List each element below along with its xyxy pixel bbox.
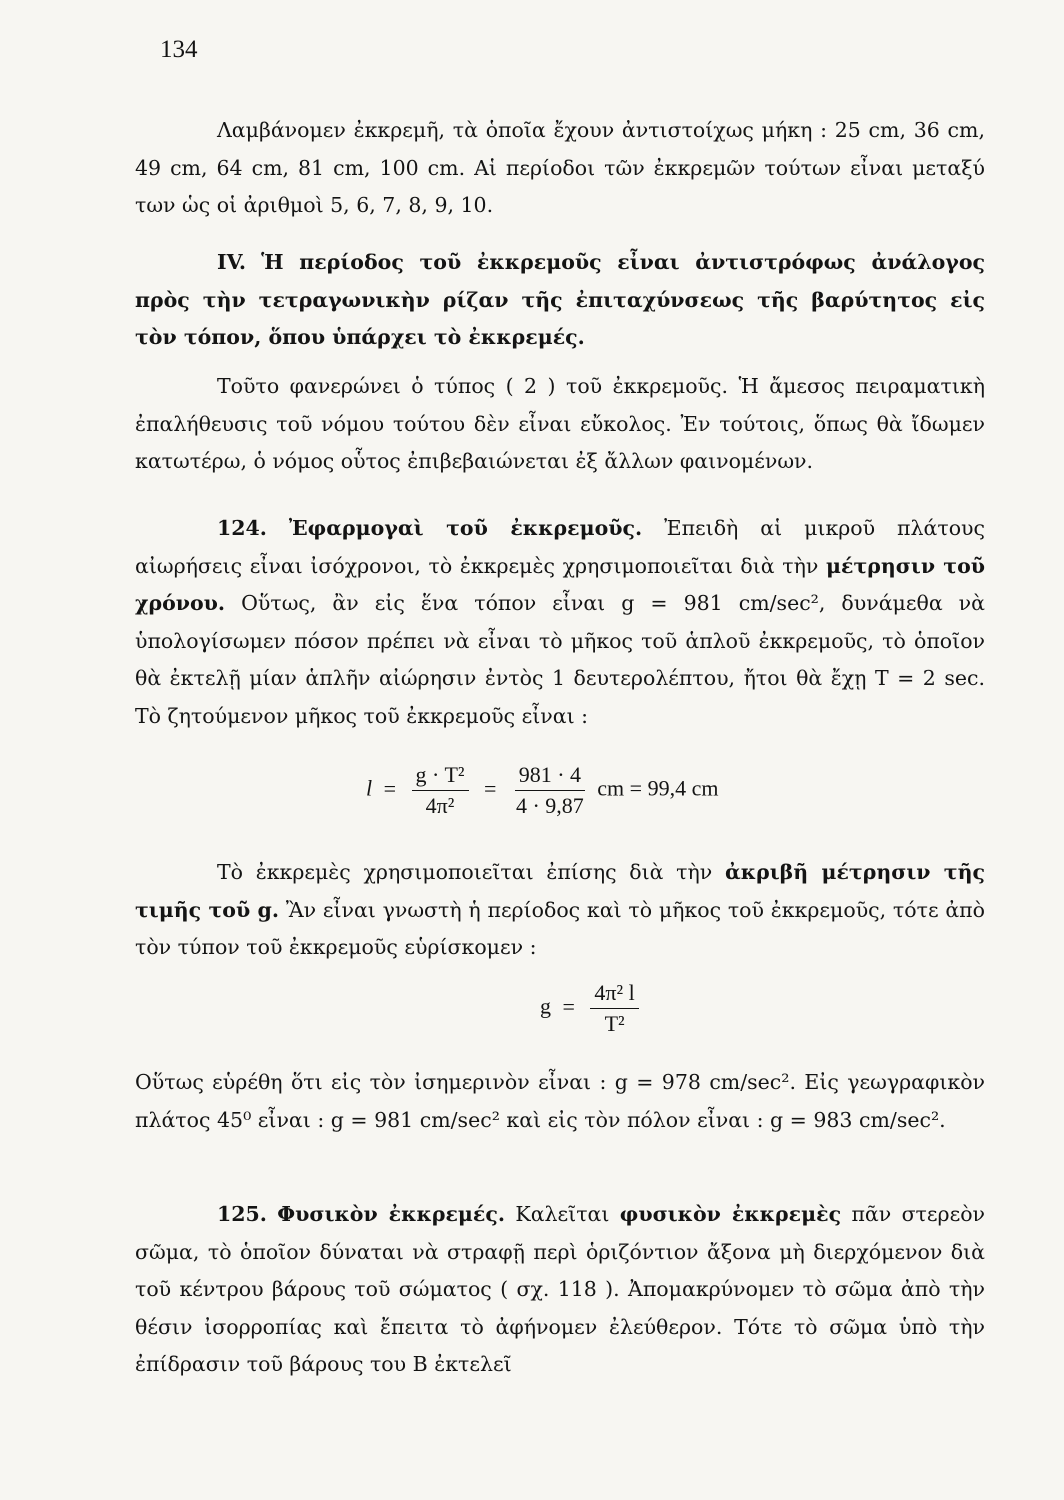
section-125-bold-1: φυσικὸν ἐκκρεμὲς [619,1202,842,1226]
formula-g-denominator: T² [604,1011,625,1036]
formula-g-equals: = [562,993,575,1019]
formula-length-equals: = [383,775,397,801]
law-iv [135,244,985,357]
section-124-title: Ἐφαρμογαὶ τοῦ ἐκκρεμοῦς. [288,516,643,540]
formula-g [540,980,643,1037]
fraction-1-denominator: 4π² [425,793,455,818]
fraction-1-numerator: g · T² [412,762,469,791]
section-124-number: 124. [217,516,267,540]
formula-length-fraction-1 [412,762,469,819]
section-125-text-1: Καλεῖται [515,1202,610,1226]
section-125-text-2: πᾶν στερεὸν σῶμα, τὸ ὁποῖον δύναται νὰ στραφῇ περὶ ὁριζόντιον ἄξονα μὴ διερχόμενον διὰ τοῦ κέντρου βάρους τοῦ σώματος ( σχ. 118 ). Ἀπομακρύνομεν τὸ σῶμα ἀπὸ τὴν θέσιν ἰσορροπίας καὶ ἔπειτα τὸ ἀφήνομεν ἐλεύθερον. Τότε τὸ σῶμα ὑπὸ τὴν ἐπίδρασιν τοῦ βάρους του Β ἐκτελεῖ [135,1202,985,1376]
paragraph-g-values: Οὕτως εὑρέθη ὅτι εἰς τὸν ἰσημερινὸν εἶναι : g = 978 cm/sec². Εἰς γεωγραφικὸν πλάτος 45⁰ εἶναι : g = 981 cm/sec² καὶ εἰς τὸν πόλον εἶναι : g = 983 cm/sec². [135,1070,985,1132]
formula-length-unit: cm [597,775,625,801]
formula-length-lhs: l [366,775,373,801]
formula-g-numerator: 4π² l [590,980,638,1009]
formula-length-result: = 99,4 cm [629,775,719,801]
law-iv-text: Ἡ περίοδος τοῦ ἐκκρεμοῦς εἶναι ἀντιστρόφως ἀνάλογος πρὸς τὴν τετραγωνικὴν ρίζαν τῆς ἐπιταχύνσεως τῆς βαρύτητος εἰς τὸν τόπον, ὅπου ὑπάρχει τὸ ἐκκρεμές. [135,250,985,349]
formula-length-equals-2: = [484,775,497,801]
fraction-2-denominator: 4 · 9,87 [515,793,584,818]
formula-pendulum-length [366,762,718,819]
section-124-text-2: Οὕτως, ἂν εἰς ἕνα τόπον εἶναι g = 981 cm/sec², δυνάμεθα νὰ ὑπολογίσωμεν πόσον πρέπει νὰ εἶναι τὸ μῆκος τοῦ ἁπλοῦ ἐκκρεμοῦς, τὸ ὁποῖον θὰ ἐκτελῇ μίαν ἁπλῆν αἰώρησιν ἐντὸς 1 δευτερολέπτου, ἤτοι θὰ ἔχῃ T = 2 sec. Τὸ ζητούμενον μῆκος τοῦ ἐκκρεμοῦς εἶναι : [135,591,985,728]
paragraph-pendulum-lengths: Λαμβάνομεν ἐκκρεμῆ, τὰ ὁποῖα ἔχουν ἀντιστοίχως μήκη : 25 cm, 36 cm, 49 cm, 64 cm, 81 cm, 100 cm. Αἱ περίοδοι τῶν ἐκκρεμῶν τούτων εἶναι μεταξύ των ὡς οἱ ἀριθμοὶ 5, 6, 7, 8, 9, 10. [135,118,985,217]
paragraph-g-text-2: Ἂν εἶναι γνωστὴ ἡ περίοδος καὶ τὸ μῆκος τοῦ ἐκκρεμοῦς, τότε ἀπὸ τὸν τύπον τοῦ ἐκκρεμοῦς εὑρίσκομεν : [135,897,985,959]
section-124-bold-1: μέτρησιν τοῦ χρόνου. [135,553,985,615]
formula-g-lhs: g [540,993,551,1019]
paragraph-verification: Τοῦτο φανερώνει ὁ τύπος ( 2 ) τοῦ ἐκκρεμοῦς. Ἡ ἄμεσος πειραματικὴ ἐπαλήθευσις τοῦ νόμου τούτου δὲν εἶναι εὔκολος. Ἐν τούτοις, ὅπως θὰ ἴδωμεν κατωτέρω, ὁ νόμος οὗτος ἐπιβεβαιώνεται ἐξ ἄλλων φαινομένων. [135,374,985,473]
paragraph-g-measurement [135,854,985,967]
section-125-title: Φυσικὸν ἐκκρεμές. [277,1202,506,1226]
paragraph-g-text-1: Τὸ ἐκκρεμὲς χρησιμοποιεῖται ἐπίσης διὰ τὴν [217,860,713,884]
section-125 [135,1196,985,1384]
formula-length-fraction-2 [512,762,588,819]
section-124 [135,510,985,735]
law-iv-label: IV. [217,250,247,274]
section-124-text-1: Ἐπειδὴ αἱ μικροῦ πλάτους αἰωρήσεις εἶναι ἰσόχρονοι, τὸ ἐκκρεμὲς χρησιμοποιεῖται διὰ τὴν [135,516,985,578]
fraction-2-numerator: 981 · 4 [515,762,585,791]
formula-g-fraction [590,980,638,1037]
section-125-number: 125. [217,1202,267,1226]
paragraph-g-bold: ἀκριβῆ μέτρησιν τῆς τιμῆς τοῦ g. [135,860,985,922]
page-number: 134 [160,36,198,63]
